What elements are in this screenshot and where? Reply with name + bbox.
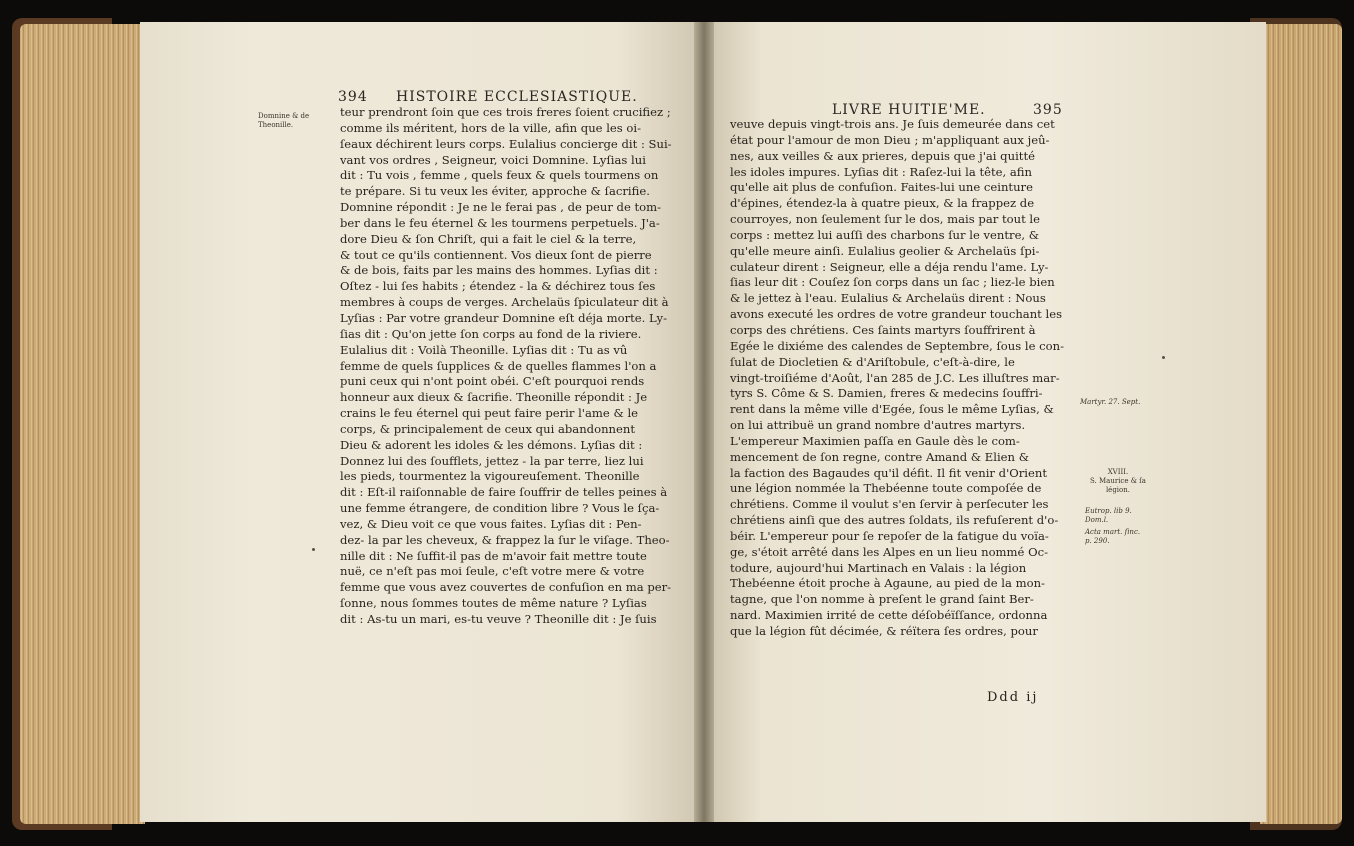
text-line: Domnine répondit : Je ne le ferai pas , de peur de tom-	[340, 200, 662, 215]
text-line: les idoles impures. Lyſias dit : Raſez-lui la tête, afin	[730, 164, 1032, 179]
ink-mark	[1162, 356, 1165, 359]
text-line: & tout ce qu'ils contiennent. Vos dieux ſont de pierre	[340, 247, 652, 262]
text-line: corps, & principalement de ceux qui abandonnent	[340, 421, 636, 436]
text-line: d'épines, étendez-la à quatre pieux, & la frappez de	[730, 196, 1035, 211]
text-line: tyrs S. Côme & S. Damien, freres & medecins ſouffri-	[730, 386, 1043, 401]
text-line: & de bois, faits par les mains des hommes. Lyſias dit :	[340, 263, 658, 278]
page-edges-left	[20, 24, 145, 824]
text-line: dit : As-tu un mari, es-tu veuve ? Theonille dit : Je ſuis	[340, 612, 657, 626]
text-line: corps : mettez lui auſſi des charbons ſur le ventre, &	[730, 227, 1040, 242]
text-line: Lyſias : Par votre grandeur Domnine eſt déja morte. Ly-	[340, 310, 667, 325]
left-running-head: HISTOIRE ECCLESIASTIQUE.	[396, 89, 638, 105]
text-line: une femme étrangere, de condition libre ? Vous le ſça-	[340, 501, 660, 516]
text-line: ſias dit : Qu'on jette ſon corps au fond de la riviere.	[340, 326, 642, 341]
text-line: vant vos ordres , Seigneur, voici Domnine. Lyſias lui	[340, 152, 646, 167]
text-line: Egée le dixiéme des calendes de Septembre, ſous le con-	[730, 338, 1064, 353]
left-margin-note: Domnine & de Theonille.	[258, 112, 310, 129]
text-line: ſias leur dit : Couſez ſon corps dans un ſac ; liez-le bien	[730, 275, 1055, 290]
text-line: te prépare. Si tu veux les éviter, approche & ſacrifie.	[340, 184, 650, 199]
left-page-text	[340, 105, 672, 628]
right-page-text	[730, 117, 1064, 640]
margin-note-refs: Eutrop. lib 9. Dom.l.	[1085, 507, 1132, 524]
text-line: dez- la par les cheveux, & frappez la ſur le viſage. Theo-	[340, 532, 670, 547]
margin-note-section: XVIII. S. Maurice & ſa légion.	[1090, 468, 1146, 494]
text-line: teur prendront ſoin que ces trois freres ſoient crucifiez ;	[340, 105, 671, 119]
text-line: ge, s'étoit arrêté dans les Alpes en un lieu nommé Oc-	[730, 544, 1049, 559]
text-line: dit : Tu vois , femme , quels feux & quels tourmens on	[340, 168, 659, 183]
margin-note-acta: Acta mart. ſinc. p. 290.	[1085, 528, 1141, 545]
text-line: nuë, ce n'eſt pas moi ſeule, c'eſt votre mere & votre	[340, 564, 645, 579]
text-line: courroyes, non ſeulement ſur le dos, mais par tout le	[730, 212, 1040, 227]
text-line: ſonne, nous ſommes toutes de même nature ? Lyſias	[340, 596, 647, 611]
text-line: L'empereur Maximien paſſa en Gaule dès le com-	[730, 433, 1020, 448]
text-line: membres à coups de verges. Archelaüs ſpiculateur dit à	[340, 295, 669, 310]
text-line: Donnez lui des ſoufflets, jettez - la par terre, liez lui	[340, 453, 644, 468]
text-line: la faction des Bagaudes qu'il défit. Il fit venir d'Orient	[730, 465, 1048, 480]
text-line: chrétiens. Comme il voulut s'en ſervir à perſecuter les	[730, 497, 1049, 512]
left-page-number: 394	[338, 89, 368, 105]
text-line: chrétiens ainſi que des autres ſoldats, ils refuſerent d'o-	[730, 513, 1059, 528]
book-gutter	[694, 22, 714, 822]
text-line: femme que vous avez couvertes de confuſion en ma per-	[340, 580, 672, 595]
text-line: nille dit : Ne ſuffit-il pas de m'avoir fait mettre toute	[340, 548, 647, 563]
text-line: on lui attribuë un grand nombre d'autres martyrs.	[730, 418, 1026, 433]
text-line: comme ils méritent, hors de la ville, afin que les oi-	[340, 120, 642, 135]
text-line: Dieu & adorent les idoles & les démons. Lyſias dit :	[340, 437, 643, 452]
text-line: les pieds, tourmentez la vigoureuſement. Theonille	[340, 469, 640, 484]
text-line: ſeaux déchirent leurs corps. Eulalius concierge dit : Sui-	[340, 136, 672, 151]
signature-mark: Ddd ij	[987, 690, 1039, 705]
text-line: béir. L'empereur pour ſe repoſer de la fatigue du voïa-	[730, 528, 1049, 543]
text-line: corps des chrétiens. Ces ſaints martyrs ſouffrirent à	[730, 322, 1036, 337]
text-line: & le jettez à l'eau. Eulalius & Archelaüs dirent : Nous	[730, 291, 1046, 306]
text-line: ber dans le feu éternel & les tourmens perpetuels. J'a-	[340, 215, 660, 230]
text-line: rent dans la même ville d'Egée, ſous le même Lyſias, &	[730, 402, 1054, 417]
text-line: veuve depuis vingt-trois ans. Je ſuis demeurée dans cet	[730, 117, 1055, 131]
text-line: dore Dieu & ſon Chriſt, qui a fait le ciel & la terre,	[340, 231, 637, 246]
text-line: honneur aux dieux & ſacrifie. Theonille répondit : Je	[340, 390, 648, 405]
right-page-number: 395	[1033, 102, 1063, 118]
text-line: qu'elle ait plus de confuſion. Faites-lui une ceinture	[730, 180, 1033, 195]
text-line: Thebéenne étoit proche à Agaune, au pied de la mon-	[730, 576, 1045, 591]
text-line: nard. Maximien irrité de cette déſobéïſſance, ordonna	[730, 608, 1048, 623]
text-line: tagne, que l'on nomme à preſent le grand ſaint Ber-	[730, 592, 1034, 607]
text-line: crains le feu éternel qui peut faire perir l'ame & le	[340, 406, 639, 421]
text-line: mencement de ſon regne, contre Amand & Elien &	[730, 449, 1030, 464]
text-line: que la légion fût décimée, & réïtera ſes ordres, pour	[730, 624, 1038, 638]
text-line: Eulalius dit : Voilà Theonille. Lyſias dit : Tu as vû	[340, 342, 628, 357]
text-line: dit : Eſt-il raiſonnable de faire ſouffrir de telles peines à	[340, 485, 668, 500]
text-line: avons executé les ordres de votre grandeur touchant les	[730, 307, 1063, 322]
text-line: état pour l'amour de mon Dieu ; m'appliquant aux jeû-	[730, 132, 1050, 147]
text-line: todure, aujourd'hui Martinach en Valais : la légion	[730, 560, 1027, 575]
text-line: puni ceux qui n'ont point obéi. C'eſt pourquoi rends	[340, 374, 645, 389]
text-line: une légion nommée la Thebéenne toute compoſée de	[730, 481, 1042, 496]
text-line: qu'elle meure ainſi. Eulalius geolier & Archelaüs ſpi-	[730, 243, 1040, 258]
text-line: femme de quels ſupplices & de quelles flammes l'on a	[340, 358, 657, 373]
ink-mark	[312, 548, 315, 551]
right-running-head: LIVRE HUITIE'ME.	[832, 102, 986, 118]
page-edges-right	[1260, 24, 1342, 824]
text-line: ſulat de Diocletien & d'Ariſtobule, c'eſt-à-dire, le	[730, 354, 1015, 369]
text-line: culateur dirent : Seigneur, elle a déja rendu l'ame. Ly-	[730, 259, 1049, 274]
margin-note-martyr: Martyr. 27. Sept.	[1080, 398, 1141, 406]
text-line: vingt-troiſiéme d'Août, l'an 285 de J.C. Les illuſtres mar-	[730, 370, 1060, 385]
text-line: nes, aux veilles & aux prieres, depuis que j'ai quitté	[730, 148, 1035, 163]
text-line: Oſtez - lui ſes habits ; étendez - la & déchirez tous ſes	[340, 279, 656, 294]
text-line: vez, & Dieu voit ce que vous faites. Lyſias dit : Pen-	[340, 516, 642, 531]
